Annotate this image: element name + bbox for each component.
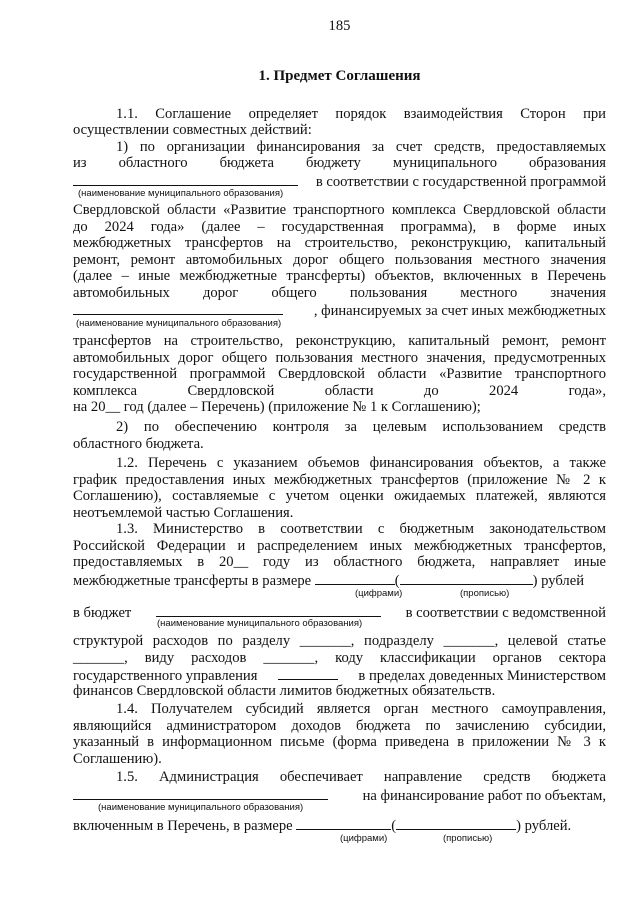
amount-words-blank: [396, 816, 516, 830]
blank-field: [73, 301, 283, 315]
text-line: комплекса Свердловской области до 2024 года»,: [73, 383, 606, 399]
amount-words-blank: [400, 571, 533, 585]
text-fragment: в соответствии с ведомственной: [405, 605, 606, 621]
text-line: 1.1. Соглашение определяет порядок взаимодействия Сторон при: [116, 106, 606, 122]
text-fragment: ) рублей.: [516, 818, 572, 834]
text-fragment: межбюджетные трансферты в размере: [73, 573, 312, 589]
text-line: (далее – иные межбюджетные трансферты) объектов, включенных в Перечень: [73, 268, 606, 284]
text-line: областного бюджета.: [73, 436, 204, 452]
field-caption: (наименование муниципального образования): [157, 618, 363, 629]
text-line: 1) по организации финансирования за счет средств, предоставляемых: [116, 139, 606, 155]
text-line: финансов Свердловской области лимитов бюджетных обязательств.: [73, 683, 496, 699]
text-line: являющийся администратором доходов бюджета по зачислению субсидии,: [73, 718, 606, 734]
text-line: на 20__ год (далее – Перечень) (приложение № 1 к Соглашению);: [73, 399, 481, 415]
field-caption: (прописью): [460, 588, 510, 599]
amount-figures-blank: [296, 816, 391, 830]
blank-field: [73, 786, 328, 800]
text-line: Соглашению), составляемые с учетом оценки ожидаемых платежей, являются: [73, 488, 606, 504]
text-line: предоставляемых в 20__ году из областного бюджета, направляет иные: [73, 554, 606, 570]
text-line: 1.3. Министерство в соответствии с бюджетным законодательством: [116, 521, 606, 537]
blank-field: [73, 172, 298, 186]
text-fragment: , финансируемых за счет иных межбюджетных: [313, 303, 606, 319]
text-fragment: на финансирование работ по объектам,: [362, 788, 606, 804]
text-line: структурой расходов по разделу _______, подразделу _______, целевой статье: [73, 633, 606, 649]
text-line: межбюджетных трансфертов на строительство, реконструкцию, капитальный: [73, 235, 606, 251]
text-fragment: в соответствии с государственной программой: [315, 174, 606, 190]
text-line: Соглашению).: [73, 751, 162, 767]
text-line: автомобильных дорог общего пользования местного значения, предусмотренных: [73, 350, 606, 366]
text-line: Российской Федерации и распределением иных межбюджетных трансфертов,: [73, 538, 606, 554]
section-title: 1. Предмет Соглашения: [258, 68, 421, 84]
text-line: _______, виду расходов _______, коду классификации органов сектора: [73, 650, 606, 666]
amount-line: [73, 571, 606, 590]
text-line: указанный в информационном письме (форма приведена в приложении № 3 к: [73, 734, 606, 750]
text-line: Свердловской области «Развитие транспортного комплекса Свердловской области: [73, 202, 606, 218]
text-fragment: государственного управления: [73, 668, 258, 684]
text-line: 1.5. Администрация обеспечивает направление средств бюджета: [116, 769, 606, 785]
text-line: 2) по обеспечению контроля за целевым использованием средств: [116, 419, 606, 435]
text-line: до 2024 года» (далее – государственная программа), в форме иных: [73, 219, 606, 235]
text-line: из областного бюджета бюджету муниципального образования: [73, 155, 606, 171]
field-caption: (цифрами): [340, 833, 388, 844]
text-line: ремонт, ремонт автомобильных дорог общего пользования местного значения: [73, 252, 606, 268]
text-line: трансфертов на строительство, реконструкцию, капитальный ремонт, ремонт: [73, 333, 606, 349]
page-number: 185: [328, 18, 351, 34]
text-line: 1.2. Перечень с указанием объемов финансирования объектов, а также: [116, 455, 606, 471]
text-fragment: (: [394, 573, 400, 589]
blank-field: [278, 666, 338, 680]
text-line: 1.4. Получателем субсидий является орган местного самоуправления,: [116, 701, 606, 717]
text-fragment: (: [391, 818, 397, 834]
text-fragment: ) рублей: [532, 573, 585, 589]
field-caption: (цифрами): [355, 588, 403, 599]
text-fragment: в бюджет: [73, 605, 132, 621]
text-line: неотъемлемой частью Соглашения.: [73, 505, 294, 521]
text-line: автомобильных дорог общего пользования местного значения: [73, 285, 606, 301]
text-fragment: в пределах доведенных Министерством: [358, 668, 606, 684]
field-caption: (наименование муниципального образования): [78, 188, 284, 199]
field-caption: (прописью): [443, 833, 493, 844]
text-line: государственной программой Свердловской области «Развитие транспортного: [73, 366, 606, 382]
text-line: график предоставления иных межбюджетных трансфертов (приложение № 2 к: [73, 472, 606, 488]
amount-figures-blank: [315, 571, 395, 585]
field-caption: (наименование муниципального образования): [98, 802, 304, 813]
text-line: осуществлении совместных действий:: [73, 122, 312, 138]
blank-field: [156, 603, 381, 617]
field-caption: (наименование муниципального образования): [76, 318, 282, 329]
text-fragment: включенным в Перечень, в размере: [73, 818, 293, 834]
